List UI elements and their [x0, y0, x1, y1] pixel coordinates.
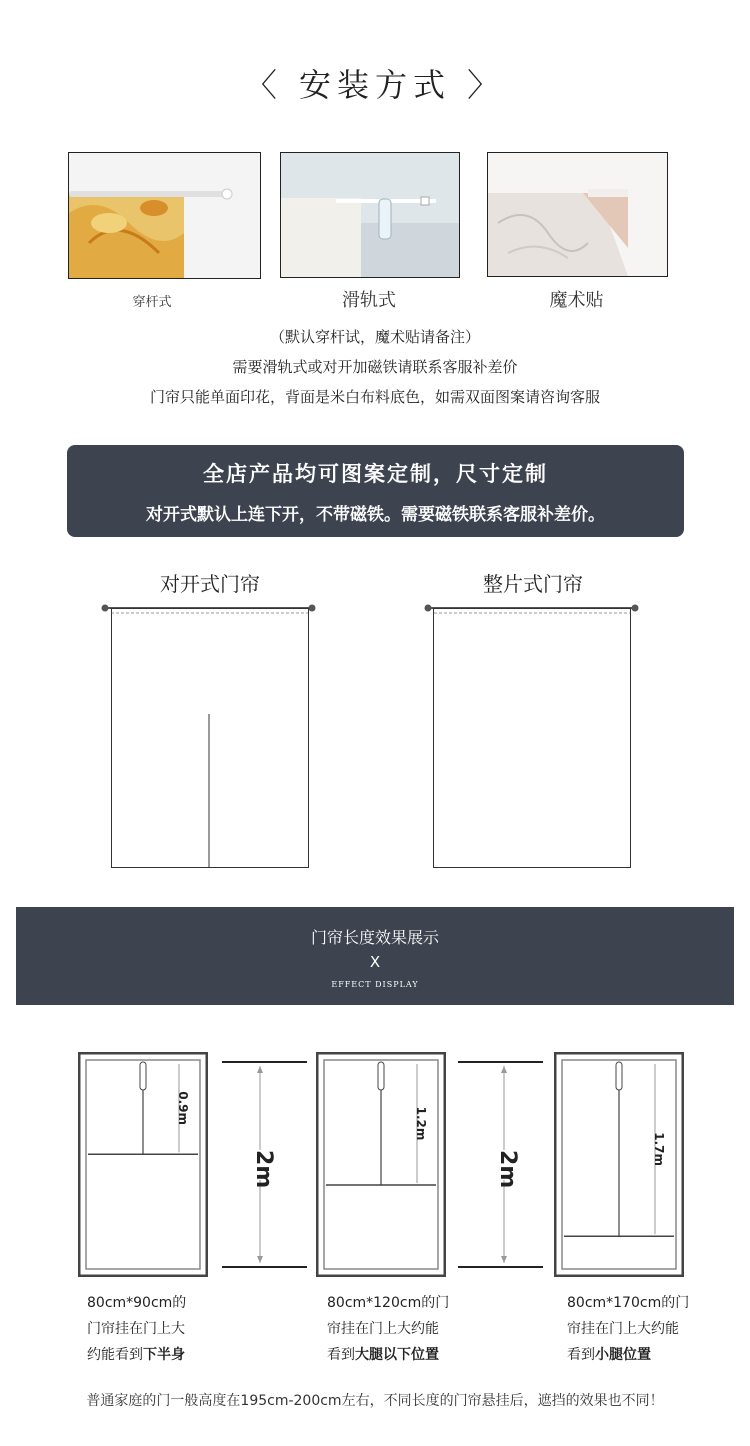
method-label-rail: 滑轨式: [342, 290, 396, 311]
footer-note: 普通家庭的门一般高度在195cm-200cm左右，不同长度的门帘悬挂后，遮挡的效果也不同！: [86, 1393, 664, 1409]
length-desc-3: [567, 1290, 737, 1368]
note-rail: 需要滑轨式或对开加磁铁请联系客服补差价: [232, 358, 518, 376]
length-diagrams: [0, 1040, 750, 1290]
desc-line: [87, 1342, 247, 1368]
height-marker-1: [222, 1060, 307, 1270]
door-frame-diagram: [316, 1052, 446, 1277]
split-curtain-diagram: [95, 598, 325, 873]
desc-line: 80cm*170cm的门: [567, 1295, 690, 1311]
desc-line: 80cm*90cm的: [87, 1295, 187, 1311]
desc-line: 帘挂在门上大约能: [567, 1321, 679, 1337]
note-default: （默认穿杆试，魔术贴请备注）: [269, 328, 480, 346]
length-desc-2: [327, 1290, 497, 1368]
length-desc-1: [87, 1290, 247, 1368]
effect-x: X: [369, 953, 381, 971]
desc-highlight: 小腿位置: [595, 1347, 651, 1363]
section-title: 〈 安装方式 〉: [244, 66, 506, 104]
note-print: 门帘只能单面印花，背面是米白布料底色，如需双面图案请咨询客服: [149, 388, 600, 406]
method-label-velcro: 魔术贴: [549, 290, 604, 311]
velcro-photo: [487, 152, 668, 277]
full-curtain-title: 整片式门帘: [483, 572, 583, 596]
door-height-label: 2m: [246, 1150, 276, 1180]
curtain-length-label: 1.2m: [414, 1106, 428, 1141]
custom-banner: [67, 445, 684, 537]
door-frame-diagram: [554, 1052, 684, 1277]
height-marker-2: [458, 1060, 543, 1270]
desc-line: 门帘挂在门上大: [87, 1321, 185, 1337]
desc-line: [567, 1342, 737, 1368]
desc-text: 约能看到: [87, 1347, 143, 1363]
slide-rail-photo: [280, 152, 460, 278]
desc-text: 看到: [567, 1347, 595, 1363]
desc-highlight: 下半身: [143, 1347, 185, 1363]
curtain-length-label: 1.7m: [652, 1132, 666, 1167]
desc-line: 帘挂在门上大约能: [327, 1321, 439, 1337]
curtain-length-label: 0.9m: [176, 1091, 190, 1126]
banner-headline: 全店产品均可图案定制，尺寸定制: [203, 462, 548, 486]
full-curtain-diagram: [418, 598, 648, 873]
door-frame-diagram: [78, 1052, 208, 1277]
effect-display-band: [16, 907, 734, 1005]
rod-pocket-photo: [68, 152, 261, 279]
effect-subtitle: EFFECT DISPLAY: [331, 980, 419, 989]
method-label-rod: 穿杆式: [132, 295, 172, 310]
desc-text: 看到: [327, 1347, 355, 1363]
desc-line: [327, 1342, 497, 1368]
desc-highlight: 大腿以下位置: [355, 1347, 439, 1363]
desc-line: 80cm*120cm的门: [327, 1295, 450, 1311]
effect-title: 门帘长度效果展示: [310, 928, 439, 947]
split-curtain-title: 对开式门帘: [160, 572, 260, 596]
banner-subline: 对开式默认上连下开，不带磁铁。需要磁铁联系客服补差价。: [146, 505, 605, 525]
door-height-label-2: 2m: [490, 1150, 520, 1180]
